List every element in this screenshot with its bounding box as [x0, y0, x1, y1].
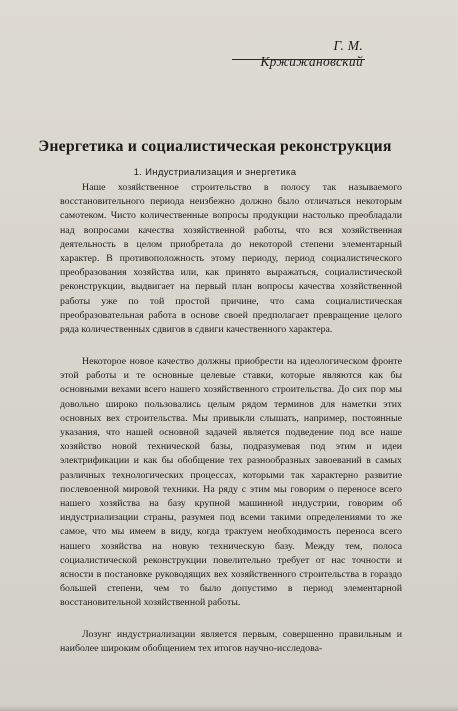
paragraph: Некоторое новое качество должны приобрести на идеологическом фронте этой работы и те основные целевые ставки, которые являются как бы основными вехами всего нашего хозяйственного строительства. До сих пор мы довольно широко пользовались целым рядом терминов для наметки этих основных вех строительства. Мы привыкли слышать, например, постоянные указания, что нашей основной задачей является подведение под все наше хозяйство новой технической базы, подразумевая под этим и идеи электрификации и как бы обобщение тех разнообразных завоеваний в самых различных технологических процессах, которыми так характерно развитие послевоенной мировой техники. На ряду с этим мы говорим о переносе всего нашего хозяйства на базу крупной машинной индустрии, говорим об индустриализации страны, разумея под всеми такими определениями то же самое, что мы имеем в виду, когда трактуем необходимость переноса всего нашего хозяйства на новую техническую базу. Между тем, полоса социалистической реконструкции повелительно требует от нас точности и ясности в постановке руководящих вех хозяйственного строительства в гораздо большей степени, чем то было допустимо в период элементарной восстановительной хозяйственной работы.	[60, 356, 402, 609]
author-name: Г. М. Кржижановский	[260, 38, 363, 69]
paragraph: Наше хозяйственное строительство в полосу так называемого восстановительного периода неизбежно должно было отличаться некоторым самотеком. Чисто количественные вопросы продукции настолько преобладали над вопросами качества хозяйственной работы, что вся хозяйственная деятельность в целом приобретала до некоторой степени элементарный характер. В противоположность этому периоду, период социалистического преобразования хозяйства или, как принято выражаться, социалистической реконструкции, выдвигает на первый план вопросы качества хозяйственной работы уже по той простой причине, что сама социалистическая преобразовательная работа в основе своей предполагает превращение целого ряда количественных сдвигов в сдвиги качественного характера.	[60, 182, 402, 336]
author-underline	[232, 59, 365, 60]
article-title: Энергетика и социалистическая реконструкция	[38, 138, 392, 155]
section-heading: 1. Индустриализация и энергетика	[133, 167, 297, 178]
page-bottom-edge	[0, 705, 458, 711]
paragraph: Лозунг индустриализации является первым, совершенно правильным и наиболее широким обобщением тех итогов научно-исследова-	[60, 629, 402, 655]
